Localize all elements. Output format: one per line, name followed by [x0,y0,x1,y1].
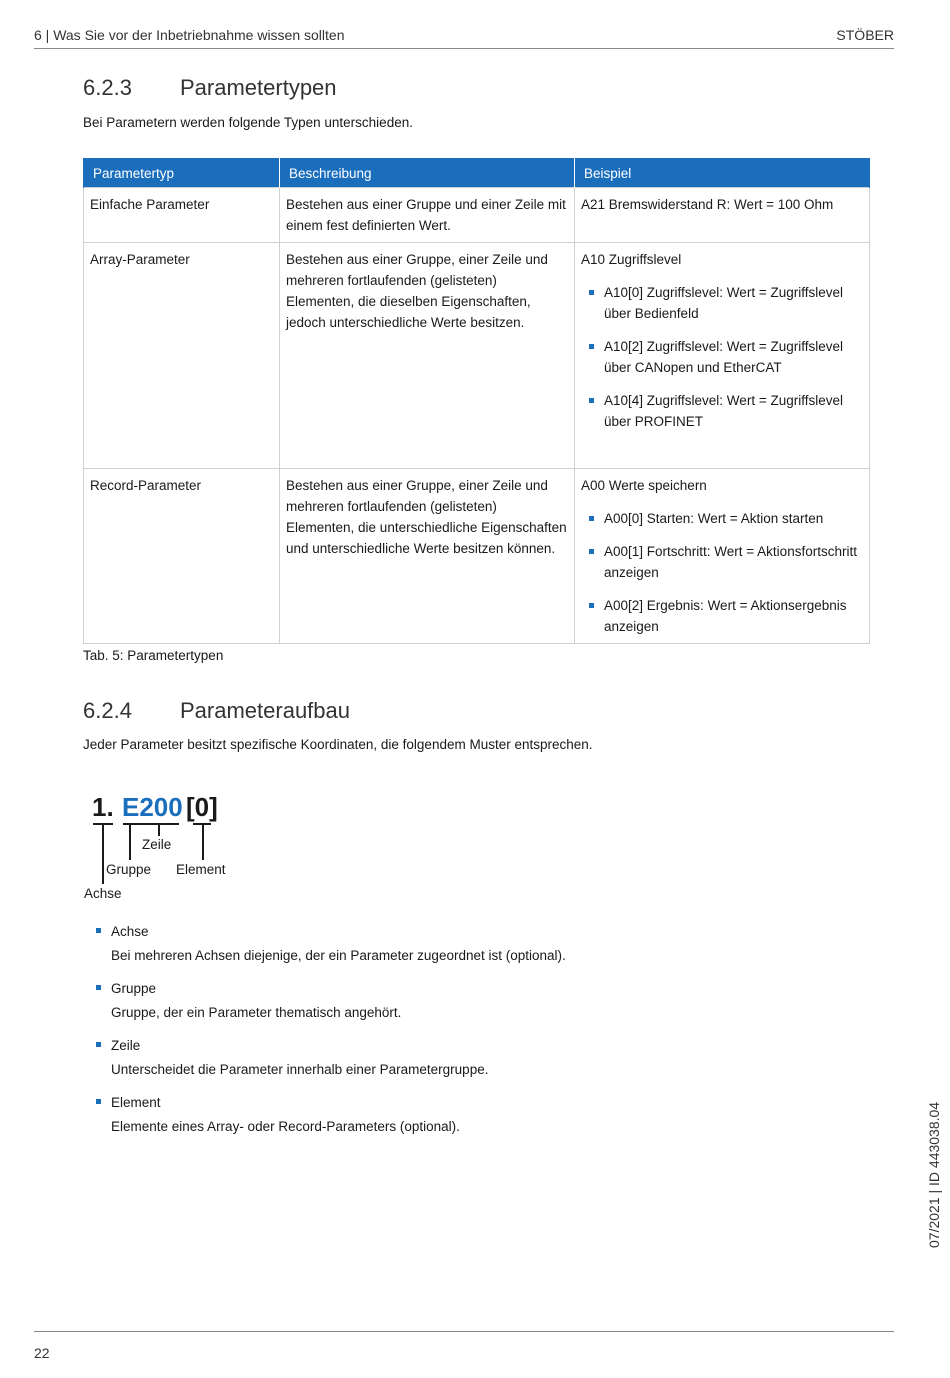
cell-description: Bestehen aus einer Gruppe, einer Zeile und mehreren fortlaufenden (gelisteten) Elementen, die dieselben Eigenschaften, jedoch unterschiedliche Werte besitzen. [280,243,575,469]
axis-code: 1. [92,792,114,822]
column-header: Beschreibung [280,158,575,188]
brand-name: STÖBER [836,27,894,43]
chapter-title: 6 | Was Sie vor der Inbetriebnahme wissen sollten [34,27,345,43]
item-term: Gruppe [111,981,157,996]
item-description: Elemente eines Array- oder Record-Parameters (optional). [111,1119,460,1134]
cell-description: Bestehen aus einer Gruppe, einer Zeile und mehreren fortlaufenden (gelisteten) Elementen, die unterschiedliche Eigenschaften und unterschiedliche Werte besitzen können. [280,469,575,644]
item-description: Bei mehreren Achsen diejenige, der ein Parameter zugeordnet ist (optional). [111,948,566,963]
cell-example [575,243,870,469]
group-connector [129,824,131,860]
page-header [34,26,894,49]
footer-divider [34,1331,894,1332]
label-gruppe: Gruppe [106,862,152,877]
bullet-icon [589,398,594,403]
example-head: A10 Zugriffslevel [581,252,682,267]
section-heading-623 [83,75,337,101]
section-intro: Bei Parametern werden folgende Typen unterschieden. [83,115,413,130]
bullet-icon [96,1099,101,1104]
list-item [83,1034,883,1082]
section-title: Parametertypen [180,75,337,100]
table-row [84,469,870,644]
list-item: A10[2] Zugriffslevel: Wert = Zugriffslevel über CANopen und EtherCAT [581,336,862,378]
bullet-icon [589,603,594,608]
bullet-icon [96,928,101,933]
element-connector [202,824,204,860]
cell-type: Array-Parameter [84,243,280,469]
axis-connector [102,824,104,884]
item-term: Zeile [111,1038,141,1053]
cell-type: Einfache Parameter [84,188,280,243]
line-connector [158,824,160,836]
list-item: A00[2] Ergebnis: Wert = Aktionsergebnis anzeigen [581,595,862,637]
cell-example [575,469,870,644]
group-line-code: E200 [122,792,183,822]
cell-example [575,188,870,243]
bullet-icon [589,549,594,554]
bullet-icon [589,290,594,295]
table-row [84,188,870,243]
list-item: A10[0] Zugriffslevel: Wert = Zugriffslevel über Bedienfeld [581,282,862,324]
parameter-structure-diagram [83,790,283,910]
table-row [84,243,870,469]
group-underline [123,823,149,825]
list-item [83,1091,883,1139]
section-number: 6.2.3 [83,75,132,100]
label-zeile: Zeile [142,837,172,852]
cell-description: Bestehen aus einer Gruppe und einer Zeile mit einem fest definierten Wert. [280,188,575,243]
example-head: A00 Werte speichern [581,478,707,493]
bullet-icon [96,985,101,990]
column-header: Beispiel [575,158,870,188]
table-caption: Tab. 5: Parametertypen [83,648,224,663]
section-intro: Jeder Parameter besitzt spezifische Koordinaten, die folgendem Muster entsprechen. [83,737,593,752]
list-item [83,977,883,1025]
element-code: [0] [186,792,218,822]
list-item: A10[4] Zugriffslevel: Wert = Zugriffslevel über PROFINET [581,390,862,432]
parameter-types-table [83,158,870,644]
list-item: A00[0] Starten: Wert = Aktion starten [581,508,862,529]
document-id: 07/2021 | ID 443038.04 [926,1101,942,1248]
bullet-icon [589,516,594,521]
item-term: Achse [111,924,149,939]
label-achse: Achse [84,886,122,901]
label-element: Element [176,862,226,877]
list-item [83,920,883,968]
example-list [581,508,862,637]
item-description: Unterscheidet die Parameter innerhalb einer Parametergruppe. [111,1062,489,1077]
page-number: 22 [34,1345,50,1361]
example-head: A21 Bremswiderstand R: Wert = 100 Ohm [581,197,834,212]
cell-type: Record-Parameter [84,469,280,644]
section-heading-624 [83,698,350,724]
bullet-icon [589,344,594,349]
item-description: Gruppe, der ein Parameter thematisch angehört. [111,1005,402,1020]
bullet-icon [96,1042,101,1047]
coordinate-definition-list [83,920,883,1148]
section-number: 6.2.4 [83,698,132,723]
example-list [581,282,862,432]
section-title: Parameteraufbau [180,698,350,723]
item-term: Element [111,1095,161,1110]
column-header: Parametertyp [84,158,280,188]
table-header-row [84,158,870,188]
line-underline [149,823,179,825]
list-item: A00[1] Fortschritt: Wert = Aktionsfortschritt anzeigen [581,541,862,583]
